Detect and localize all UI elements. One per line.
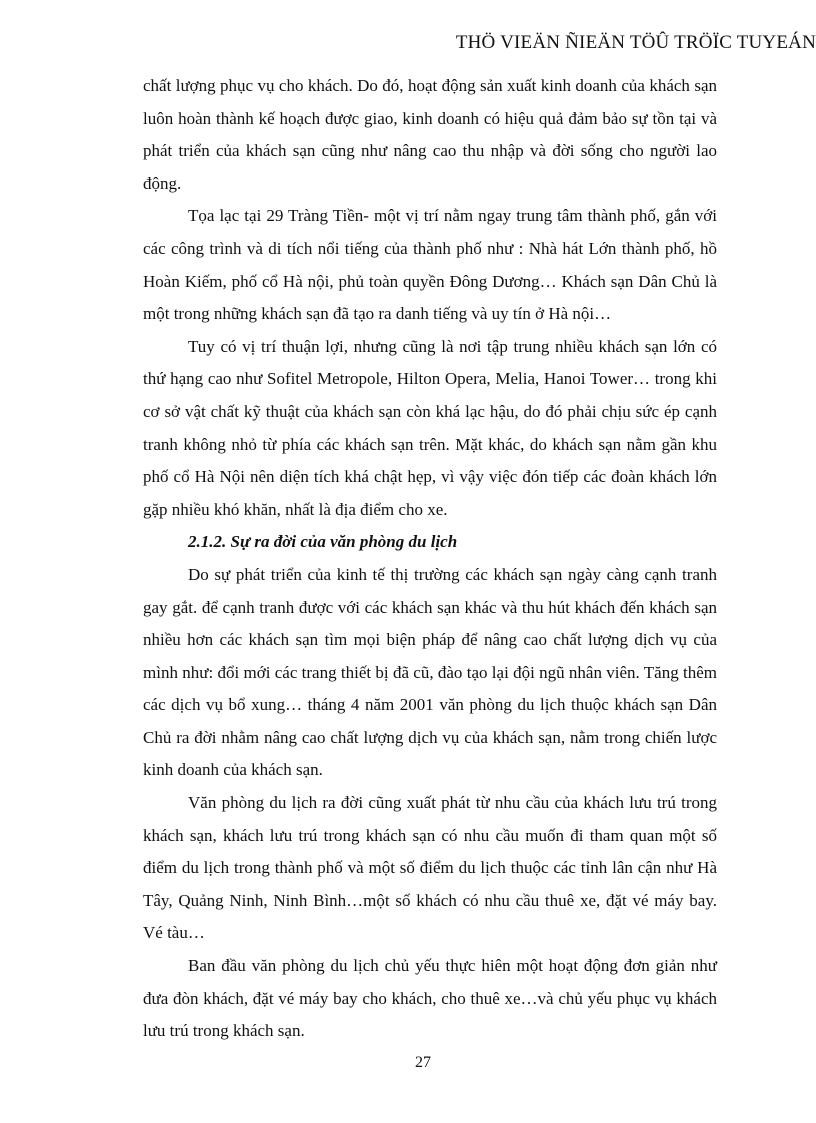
running-header: THÖ VIEÄN ÑIEÄN TÖÛ TRÖÏC TUYEÁN (455, 32, 816, 53)
paragraph-origin: Văn phòng du lịch ra đời cũng xuất phát từ nhu cầu của khách lưu trú trong khách sạn, khách lưu trú trong khách sạn có nhu cầu muốn đi tham quan một số điểm du lịch trong thành phố và một số điểm du lịch thuộc các tỉnh lân cận như Hà Tây, Quảng Ninh, Ninh Bình…một số khách có nhu cầu thuê xe, đặt vé máy bay. Vé tàu… (143, 793, 717, 943)
paragraph-continuation: chất lượng phục vụ cho khách. Do đó, hoạt động sản xuất kinh doanh của khách sạn luôn hoàn thành kế hoạch được giao, kinh doanh có hiệu quả đảm bảo sự tồn tại và phát triển của khách sạn cũng như nâng cao thu nhập và đời sống cho người lao động. (143, 76, 717, 193)
page-number: 27 (415, 1054, 431, 1071)
paragraph-development: Do sự phát triển của kinh tế thị trường các khách sạn ngày càng cạnh tranh gay gắt. để cạnh tranh được với các khách sạn khác và thu hút khách đến khách sạn nhiều hơn các khách sạn tìm mọi biện pháp để nâng cao chất lượng dịch vụ của mình như: đổi mới các trang thiết bị đã cũ, đào tạo lại đội ngũ nhân viên. Tăng thêm các dịch vụ bổ xung… tháng 4 năm 2001 văn phòng du lịch thuộc khách sạn Dân Chủ ra đời nhằm nâng cao chất lượng dịch vụ của khách sạn, nằm trong chiến lược kinh doanh của khách sạn. (143, 564, 717, 780)
paragraph-competition: Tuy có vị trí thuận lợi, nhưng cũng là nơi tập trung nhiều khách sạn lớn có thứ hạng cao như Sofitel Metropole, Hilton Opera, Melia, Hanoi Tower… trong khi cơ sở vật chất kỹ thuật của khách sạn còn khá lạc hậu, do đó phải chịu sức ép cạnh tranh không nhỏ từ phía các khách sạn trên. Mặt khác, do khách sạn nằm gần khu phố cổ Hà Nội nên diện tích khá chật hẹp, vì vậy việc đón tiếp các đoàn khách lớn gặp nhiều khó khăn, nhất là địa điểm cho xe. (143, 336, 717, 519)
section-heading: 2.1.2. Sự ra đời của văn phòng du lịch (188, 532, 458, 552)
page-body (143, 70, 717, 1048)
paragraph-location: Tọa lạc tại 29 Tràng Tiền- một vị trí nằm ngay trung tâm thành phố, gắn với các công trình và di tích nổi tiếng của thành phố như : Nhà hát Lớn thành phố, hồ Hoàn Kiếm, phố cổ Hà nội, phủ toàn quyền Đông Dương… Khách sạn Dân Chủ là một trong những khách sạn đã tạo ra danh tiếng và uy tín ở Hà nội… (143, 206, 717, 324)
paragraph-early-activities: Ban đầu văn phòng du lịch chủ yếu thực hiên một hoạt động đơn giản như đưa đòn khách, đặt vé máy bay cho khách, cho thuê xe…và chủ yếu phục vụ khách lưu trú trong khách sạn. (143, 956, 717, 1041)
